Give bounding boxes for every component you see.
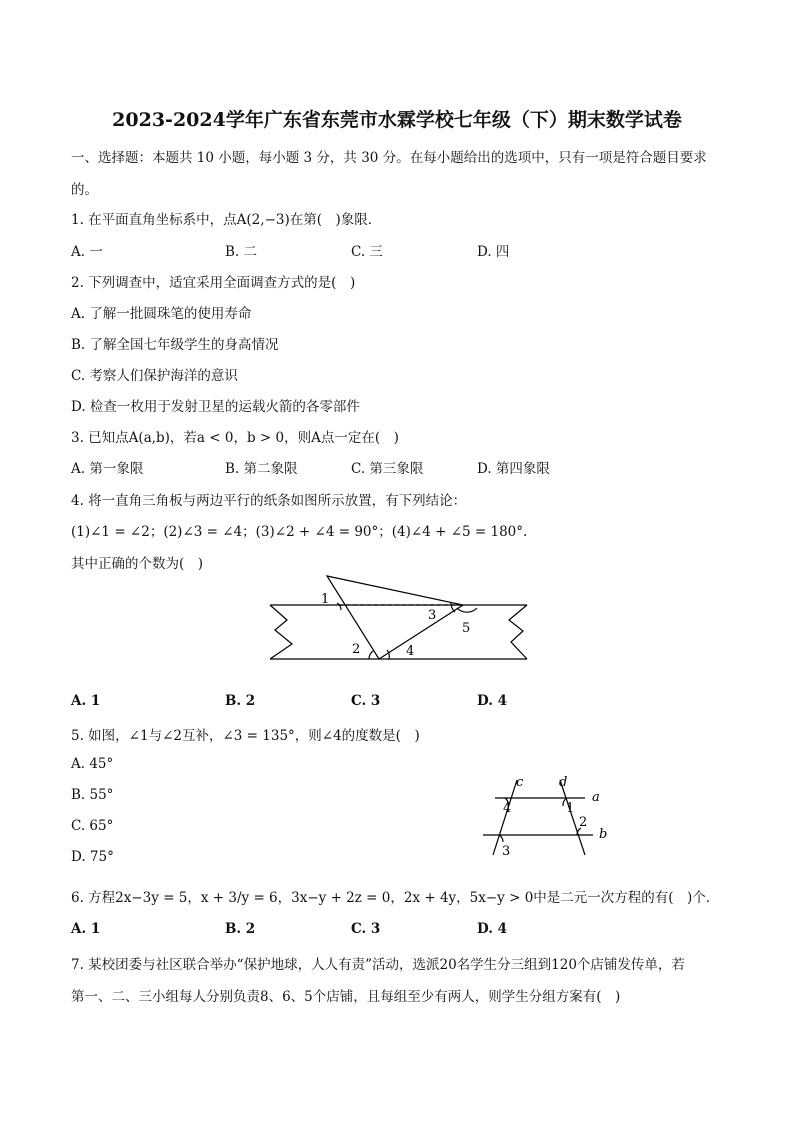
question-5-option-c: C. 65° xyxy=(71,818,114,834)
question-4-option-c: C. 3 xyxy=(351,693,381,709)
question-1-option-a: A. 一 xyxy=(71,244,103,260)
question-3-option-c: C. 第三象限 xyxy=(351,461,424,477)
angle-label-4: 4 xyxy=(406,644,415,659)
question-4-stem: 4. 将一直角三角板与两边平行的纸条如图所示放置，有下列结论： xyxy=(71,493,467,509)
question-5-option-a: A. 45° xyxy=(71,756,114,772)
question-3-option-d: D. 第四象限 xyxy=(477,461,550,477)
question-2-option-b: B. 了解全国七年级学生的身高情况 xyxy=(71,337,279,353)
angle-label-2: 2 xyxy=(579,815,588,830)
line-label-a: a xyxy=(592,790,600,805)
question-5-option-b: B. 55° xyxy=(71,787,114,803)
question-4-conclusions: (1)∠1 = ∠2；(2)∠3 = ∠4；(3)∠2 + ∠4 = 90°；(4)∠4 + ∠5 = 180°. xyxy=(71,524,528,540)
angle-label-4: 4 xyxy=(503,801,512,816)
question-4-figure xyxy=(265,570,535,670)
question-5-stem: 5. 如图，∠1与∠2互补，∠3 = 135°，则∠4的度数是( ) xyxy=(71,728,420,744)
question-1-option-c: C. 三 xyxy=(351,244,383,260)
question-6-option-c: C. 3 xyxy=(351,921,381,937)
question-2-option-a: A. 了解一批圆珠笔的使用寿命 xyxy=(71,306,252,322)
question-4-option-b: B. 2 xyxy=(225,693,256,709)
question-3-option-a: A. 第一象限 xyxy=(71,461,144,477)
question-4-option-a: A. 1 xyxy=(71,693,101,709)
angle-label-3: 3 xyxy=(428,608,437,623)
question-6-stem: 6. 方程2x−3y = 5，x + 3/y = 6，3x−y + 2z = 0，2x + 4y，5x−y > 0中是二元一次方程的有( )个． xyxy=(71,890,720,906)
question-4-option-d: D. 4 xyxy=(477,693,508,709)
line-label-b: b xyxy=(599,827,608,842)
question-3-stem: 3. 已知点A(a,b)，若a < 0，b > 0，则A点一定在( ) xyxy=(71,430,399,446)
angle-label-3: 3 xyxy=(502,844,511,859)
question-3-option-b: B. 第二象限 xyxy=(225,461,298,477)
line-label-d: d xyxy=(559,775,568,790)
angle-label-5: 5 xyxy=(462,621,471,636)
question-1-option-d: D. 四 xyxy=(477,244,510,260)
angle-label-1: 1 xyxy=(321,592,330,607)
page-title: 2023-2024学年广东省东莞市水霖学校七年级（下）期末数学试卷 xyxy=(112,109,682,131)
question-7-stem-line-1: 7. 某校团委与社区联合举办“保护地球，人人有责”活动，选派20名学生分三组到120个店铺发传单，若 xyxy=(71,957,685,973)
question-7-stem-line-2: 第一、二、三小组每人分别负责8、6、5个店铺，且每组至少有两人，则学生分组方案有( ) xyxy=(71,989,621,1005)
question-1-option-b: B. 二 xyxy=(225,244,258,260)
question-5-figure xyxy=(475,768,625,863)
question-2-option-d: D. 检查一枚用于发射卫星的运载火箭的各零部件 xyxy=(71,399,360,415)
angle-label-2: 2 xyxy=(352,642,361,657)
section-heading-line-1: 一、选择题：本题共 10 小题，每小题 3 分，共 30 分。在每小题给出的选项中，只有一项是符合题目要求 xyxy=(71,150,707,166)
line-label-c: c xyxy=(516,775,524,790)
question-2-stem: 2. 下列调查中，适宜采用全面调查方式的是( ) xyxy=(71,275,356,291)
question-1-stem: 1. 在平面直角坐标系中，点A(2,−3)在第( )象限． xyxy=(71,212,382,228)
section-heading-line-2: 的。 xyxy=(71,182,98,198)
question-2-option-c: C. 考察人们保护海洋的意识 xyxy=(71,368,238,384)
question-5-option-d: D. 75° xyxy=(71,849,114,865)
question-6-option-d: D. 4 xyxy=(477,921,508,937)
question-6-option-a: A. 1 xyxy=(71,921,101,937)
question-6-option-b: B. 2 xyxy=(225,921,256,937)
angle-label-1: 1 xyxy=(566,801,575,816)
question-4-prompt: 其中正确的个数为( ) xyxy=(71,556,204,572)
